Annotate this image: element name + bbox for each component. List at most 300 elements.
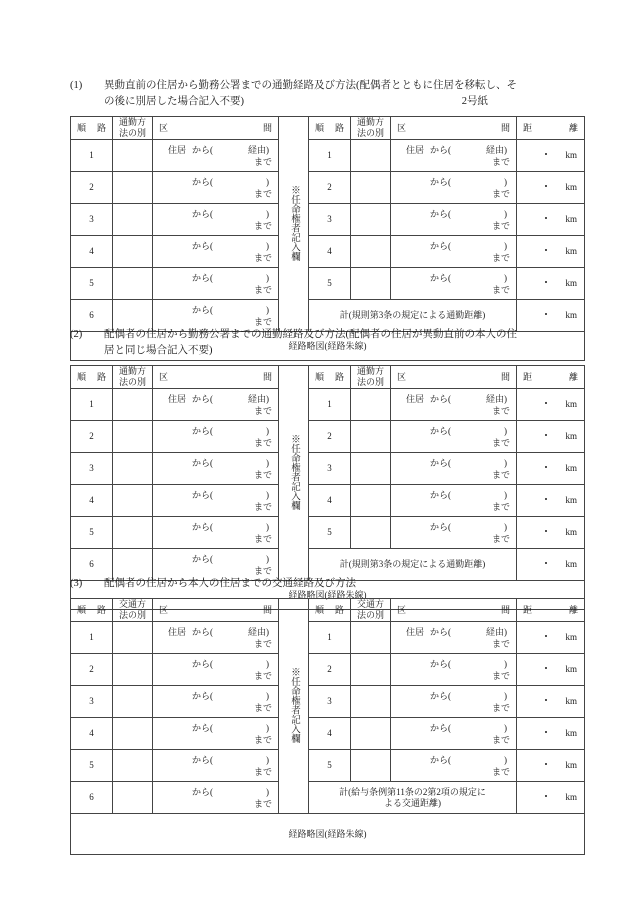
order-cell-left-2: 2 (71, 421, 113, 453)
via-label: ) (266, 722, 269, 733)
order-cell-right-4: 4 (309, 236, 351, 268)
distance-unit: km (565, 664, 577, 674)
to-label: まで (253, 533, 272, 544)
order-cell-right-3: 3 (309, 686, 351, 718)
to-label: まで (253, 469, 272, 480)
order-cell-left-2: 2 (71, 172, 113, 204)
segment-cell-left-5[interactable] (153, 750, 279, 782)
to-label: まで (253, 188, 272, 199)
from-label: から( (430, 489, 451, 500)
method-cell-right-3[interactable] (351, 686, 391, 718)
distance-dot: ・ (540, 695, 552, 707)
via-label: ) (504, 722, 507, 733)
method-cell-right-1[interactable] (351, 389, 391, 421)
distance-cell-right-2[interactable] (517, 172, 585, 204)
segment-cell-left-3[interactable] (153, 204, 279, 236)
section-1-number: (1) (70, 80, 83, 91)
route-table-2 (70, 365, 585, 610)
route-table-3 (70, 598, 585, 855)
from-label: から( (192, 272, 213, 283)
header-method-left: 通勤方 法の別 (113, 117, 153, 140)
distance-dot: ・ (540, 494, 552, 506)
via-label: ) (266, 425, 269, 436)
header-segment-right: 区 間 (391, 117, 517, 140)
via-label: ) (504, 521, 507, 532)
to-label: まで (253, 316, 272, 327)
from-label: から( (192, 393, 213, 404)
to-label: まで (491, 220, 510, 231)
method-cell-right-5[interactable] (351, 268, 391, 300)
segment-cell-right-2[interactable] (391, 654, 517, 686)
header-distance: 距 離 (517, 366, 585, 389)
method-cell-right-3[interactable] (351, 204, 391, 236)
to-label: まで (491, 469, 510, 480)
segment-cell-left-1[interactable] (153, 389, 279, 421)
segment-cell-right-1[interactable] (391, 622, 517, 654)
order-cell-left-6: 6 (71, 782, 113, 814)
order-cell-right-2: 2 (309, 172, 351, 204)
distance-dot: ・ (540, 309, 552, 321)
distance-unit: km (565, 792, 577, 802)
order-cell-left-1: 1 (71, 389, 113, 421)
to-label: まで (253, 220, 272, 231)
from-label: から( (430, 272, 451, 283)
table-row (71, 204, 585, 236)
from-label: から( (430, 425, 451, 436)
segment-cell-left-4[interactable] (153, 236, 279, 268)
distance-cell-total[interactable] (517, 782, 585, 814)
distance-cell-right-3[interactable] (517, 453, 585, 485)
distance-unit: km (565, 214, 577, 224)
segment-cell-right-3[interactable] (391, 204, 517, 236)
via-label: ) (504, 658, 507, 669)
via-label: 経由) (248, 393, 269, 404)
to-label: まで (491, 638, 510, 649)
segment-cell-left-5[interactable] (153, 268, 279, 300)
via-label: 経由) (486, 144, 507, 155)
via-label: ) (266, 208, 269, 219)
to-label: まで (253, 565, 272, 576)
via-label: ) (504, 272, 507, 283)
route-table-1 (70, 116, 585, 361)
method-cell-right-2[interactable] (351, 172, 391, 204)
table-row (71, 686, 585, 718)
distance-unit: km (565, 246, 577, 256)
to-label: まで (253, 766, 272, 777)
distance-cell-right-5[interactable] (517, 517, 585, 549)
distance-cell-right-4[interactable] (517, 485, 585, 517)
to-label: まで (253, 284, 272, 295)
distance-cell-right-1[interactable] (517, 140, 585, 172)
segment-cell-right-4[interactable] (391, 485, 517, 517)
method-cell-left-4[interactable] (113, 236, 153, 268)
table-row (71, 236, 585, 268)
segment-cell-right-1[interactable] (391, 140, 517, 172)
method-cell-right-2[interactable] (351, 421, 391, 453)
via-label: 経由) (486, 393, 507, 404)
table-row (71, 421, 585, 453)
residence-label: 住居 (405, 393, 424, 404)
from-label: から( (192, 176, 213, 187)
order-cell-right-2: 2 (309, 421, 351, 453)
distance-dot: ・ (540, 663, 552, 675)
distance-cell-right-3[interactable] (517, 204, 585, 236)
to-label: まで (491, 156, 510, 167)
table-row (71, 782, 585, 814)
route-map-label: 経路略図(経路朱線) (288, 589, 367, 600)
distance-unit: km (565, 495, 577, 505)
table-header-row (71, 366, 585, 389)
from-label: から( (430, 176, 451, 187)
distance-dot: ・ (540, 277, 552, 289)
header-segment-right: 区 間 (391, 599, 517, 622)
method-cell-left-2[interactable] (113, 654, 153, 686)
via-label: 経由) (248, 144, 269, 155)
segment-cell-right-3[interactable] (391, 453, 517, 485)
table-row (71, 268, 585, 300)
order-cell-left-1: 1 (71, 140, 113, 172)
segment-cell-left-6[interactable] (153, 782, 279, 814)
table-row (71, 622, 585, 654)
distance-cell-right-4[interactable] (517, 718, 585, 750)
via-label: ) (504, 754, 507, 765)
header-order-right: 順路 (309, 117, 351, 140)
from-label: から( (430, 240, 451, 251)
method-cell-left-1[interactable] (113, 389, 153, 421)
segment-cell-left-1[interactable] (153, 140, 279, 172)
to-label: まで (491, 702, 510, 713)
method-cell-right-2[interactable] (351, 654, 391, 686)
order-cell-left-3: 3 (71, 686, 113, 718)
total-label-line-2: よる交通距離) (384, 797, 441, 808)
from-label: から( (192, 208, 213, 219)
header-segment-left: 区 間 (153, 599, 279, 622)
distance-dot: ・ (540, 462, 552, 474)
order-cell-left-4: 4 (71, 236, 113, 268)
via-label: ) (266, 272, 269, 283)
header-segment-right: 区 間 (391, 366, 517, 389)
order-cell-right-2: 2 (309, 654, 351, 686)
from-label: から( (192, 658, 213, 669)
section-2-number: (2) (70, 329, 83, 340)
from-label: から( (430, 144, 451, 155)
segment-cell-left-3[interactable] (153, 453, 279, 485)
total-distance-label (309, 782, 517, 814)
segment-cell-right-4[interactable] (391, 236, 517, 268)
order-cell-right-1: 1 (309, 389, 351, 421)
method-cell-left-5[interactable] (113, 517, 153, 549)
appointer-entry-label: ※任命権者記入欄 (289, 666, 299, 743)
table-header-row (71, 117, 585, 140)
distance-dot: ・ (540, 430, 552, 442)
order-cell-right-3: 3 (309, 204, 351, 236)
header-order-left: 順路 (71, 599, 113, 622)
segment-cell-right-5[interactable] (391, 750, 517, 782)
section-2-heading-line2: 居と同じ場合記入不要) (104, 345, 213, 356)
distance-cell-right-3[interactable] (517, 686, 585, 718)
order-cell-left-4: 4 (71, 485, 113, 517)
to-label: まで (253, 156, 272, 167)
to-label: まで (253, 638, 272, 649)
method-cell-right-1[interactable] (351, 140, 391, 172)
distance-cell-right-4[interactable] (517, 236, 585, 268)
from-label: から( (192, 144, 213, 155)
segment-cell-left-2[interactable] (153, 421, 279, 453)
section-3-heading (70, 576, 560, 592)
from-label: から( (430, 626, 451, 637)
header-method-right: 交通方 法の別 (351, 599, 391, 622)
via-label: ) (266, 690, 269, 701)
order-cell-left-6: 6 (71, 300, 113, 332)
from-label: から( (430, 658, 451, 669)
via-label: ) (266, 658, 269, 669)
distance-dot: ・ (540, 181, 552, 193)
distance-dot: ・ (540, 526, 552, 538)
header-method-left: 通勤方 法の別 (113, 366, 153, 389)
via-label: 経由) (486, 626, 507, 637)
from-label: から( (192, 626, 213, 637)
via-label: 経由) (248, 626, 269, 637)
via-label: ) (504, 240, 507, 251)
section-3 (70, 576, 578, 855)
segment-cell-left-5[interactable] (153, 517, 279, 549)
via-label: ) (266, 176, 269, 187)
header-order-right: 順路 (309, 366, 351, 389)
appointer-entry-column (279, 599, 309, 814)
order-cell-right-1: 1 (309, 140, 351, 172)
from-label: から( (192, 754, 213, 765)
table-row (71, 718, 585, 750)
distance-cell-right-5[interactable] (517, 750, 585, 782)
segment-cell-left-2[interactable] (153, 172, 279, 204)
distance-unit: km (565, 559, 577, 569)
to-label: まで (491, 252, 510, 263)
distance-unit: km (565, 728, 577, 738)
section-2 (70, 327, 578, 610)
method-cell-right-5[interactable] (351, 750, 391, 782)
via-label: ) (266, 786, 269, 797)
from-label: から( (192, 240, 213, 251)
distance-dot: ・ (540, 631, 552, 643)
appointer-entry-label: ※任命権者記入欄 (289, 433, 299, 510)
distance-unit: km (565, 150, 577, 160)
to-label: まで (253, 798, 272, 809)
via-label: ) (266, 240, 269, 251)
order-cell-left-3: 3 (71, 204, 113, 236)
distance-unit: km (565, 182, 577, 192)
section-1-heading-line1: 異動直前の住居から勤務公署までの通勤経路及び方法(配偶者とともに住居を移転し、そ (104, 80, 517, 91)
distance-dot: ・ (540, 759, 552, 771)
method-cell-right-1[interactable] (351, 622, 391, 654)
from-label: から( (430, 722, 451, 733)
header-distance: 距 離 (517, 117, 585, 140)
total-label-line-1: 計(給与条例第11条の2第2項の規定に (339, 786, 486, 797)
from-label: から( (192, 786, 213, 797)
distance-unit: km (565, 760, 577, 770)
segment-cell-right-4[interactable] (391, 718, 517, 750)
table-header-row (71, 599, 585, 622)
paper-number-label: 2号紙 (461, 96, 488, 107)
section-1 (70, 78, 578, 361)
segment-cell-left-1[interactable] (153, 622, 279, 654)
to-label: まで (491, 284, 510, 295)
section-3-heading-line1: 配偶者の住居から本人の住居までの交通経路及び方法 (104, 578, 356, 589)
method-cell-left-1[interactable] (113, 140, 153, 172)
method-cell-right-4[interactable] (351, 485, 391, 517)
to-label: まで (491, 533, 510, 544)
order-cell-right-1: 1 (309, 622, 351, 654)
to-label: まで (491, 188, 510, 199)
via-label: ) (266, 754, 269, 765)
from-label: から( (430, 690, 451, 701)
table-row (71, 750, 585, 782)
method-cell-left-2[interactable] (113, 172, 153, 204)
segment-cell-left-4[interactable] (153, 718, 279, 750)
distance-unit: km (565, 310, 577, 320)
header-segment-left: 区 間 (153, 366, 279, 389)
section-2-heading-line1: 配偶者の住居から勤務公署までの通勤経路及び方法(配偶者の住居が異動直前の本人の住 (104, 329, 517, 340)
distance-cell-right-2[interactable] (517, 654, 585, 686)
method-cell-left-5[interactable] (113, 268, 153, 300)
appointer-entry-label: ※任命権者記入欄 (289, 184, 299, 261)
method-cell-right-3[interactable] (351, 453, 391, 485)
to-label: まで (253, 734, 272, 745)
method-cell-left-6[interactable] (113, 782, 153, 814)
from-label: から( (192, 425, 213, 436)
to-label: まで (491, 734, 510, 745)
distance-dot: ・ (540, 727, 552, 739)
to-label: まで (253, 437, 272, 448)
order-cell-right-3: 3 (309, 453, 351, 485)
header-method-left: 交通方 法の別 (113, 599, 153, 622)
to-label: まで (491, 670, 510, 681)
route-map-cell[interactable] (71, 814, 585, 855)
order-cell-right-4: 4 (309, 718, 351, 750)
table-row (71, 517, 585, 549)
method-cell-left-3[interactable] (113, 204, 153, 236)
header-order-left: 順路 (71, 117, 113, 140)
residence-label: 住居 (167, 393, 186, 404)
method-cell-left-1[interactable] (113, 622, 153, 654)
order-cell-left-6: 6 (71, 549, 113, 581)
from-label: から( (430, 754, 451, 765)
segment-cell-left-2[interactable] (153, 654, 279, 686)
from-label: から( (192, 304, 213, 315)
from-label: から( (192, 489, 213, 500)
segment-cell-left-3[interactable] (153, 686, 279, 718)
table-row (71, 172, 585, 204)
via-label: ) (504, 208, 507, 219)
distance-cell-right-1[interactable] (517, 622, 585, 654)
from-label: から( (430, 521, 451, 532)
from-label: から( (430, 457, 451, 468)
method-cell-left-3[interactable] (113, 686, 153, 718)
order-cell-right-5: 5 (309, 517, 351, 549)
via-label: ) (504, 425, 507, 436)
header-order-right: 順路 (309, 599, 351, 622)
to-label: まで (253, 670, 272, 681)
distance-dot: ・ (540, 398, 552, 410)
appointer-entry-column (279, 117, 309, 332)
via-label: ) (266, 489, 269, 500)
order-cell-left-4: 4 (71, 718, 113, 750)
to-label: まで (253, 252, 272, 263)
segment-cell-right-2[interactable] (391, 172, 517, 204)
header-distance: 距 離 (517, 599, 585, 622)
order-cell-left-5: 5 (71, 268, 113, 300)
table-row (71, 485, 585, 517)
distance-cell-right-5[interactable] (517, 268, 585, 300)
header-method-right: 通勤方 法の別 (351, 117, 391, 140)
distance-unit: km (565, 399, 577, 409)
segment-cell-right-1[interactable] (391, 389, 517, 421)
table-row (71, 389, 585, 421)
from-label: から( (192, 521, 213, 532)
residence-label: 住居 (405, 144, 424, 155)
segment-cell-right-2[interactable] (391, 421, 517, 453)
method-cell-left-2[interactable] (113, 421, 153, 453)
segment-cell-right-5[interactable] (391, 517, 517, 549)
distance-dot: ・ (540, 558, 552, 570)
distance-dot: ・ (540, 245, 552, 257)
from-label: から( (192, 690, 213, 701)
order-cell-left-1: 1 (71, 622, 113, 654)
distance-cell-right-1[interactable] (517, 389, 585, 421)
segment-cell-left-4[interactable] (153, 485, 279, 517)
method-cell-right-4[interactable] (351, 236, 391, 268)
via-label: ) (266, 521, 269, 532)
distance-dot: ・ (540, 149, 552, 161)
via-label: ) (504, 489, 507, 500)
header-order-left: 順路 (71, 366, 113, 389)
residence-label: 住居 (167, 626, 186, 637)
distance-unit: km (565, 431, 577, 441)
distance-dot: ・ (540, 213, 552, 225)
section-1-heading-line2: の後に別居した場合記入不要) (104, 96, 244, 107)
to-label: まで (253, 405, 272, 416)
table-row (71, 453, 585, 485)
method-cell-left-4[interactable] (113, 718, 153, 750)
distance-unit: km (565, 527, 577, 537)
order-cell-right-4: 4 (309, 485, 351, 517)
segment-cell-right-5[interactable] (391, 268, 517, 300)
method-cell-left-4[interactable] (113, 485, 153, 517)
total-label-line-1: 計(規則第3条の規定による通勤距離) (339, 310, 486, 320)
distance-dot: ・ (540, 791, 552, 803)
to-label: まで (253, 501, 272, 512)
from-label: から( (430, 208, 451, 219)
distance-cell-right-2[interactable] (517, 421, 585, 453)
method-cell-right-4[interactable] (351, 718, 391, 750)
header-segment-left: 区 間 (153, 117, 279, 140)
route-map-row (71, 814, 585, 855)
to-label: まで (491, 437, 510, 448)
distance-unit: km (565, 278, 577, 288)
route-map-label: 経路略図(経路朱線) (288, 828, 367, 839)
method-cell-left-3[interactable] (113, 453, 153, 485)
order-cell-right-5: 5 (309, 268, 351, 300)
via-label: ) (504, 690, 507, 701)
via-label: ) (504, 176, 507, 187)
method-cell-right-5[interactable] (351, 517, 391, 549)
header-method-right: 通勤方 法の別 (351, 366, 391, 389)
from-label: から( (192, 722, 213, 733)
order-cell-left-5: 5 (71, 750, 113, 782)
segment-cell-right-3[interactable] (391, 686, 517, 718)
order-cell-left-3: 3 (71, 453, 113, 485)
residence-label: 住居 (405, 626, 424, 637)
method-cell-left-5[interactable] (113, 750, 153, 782)
